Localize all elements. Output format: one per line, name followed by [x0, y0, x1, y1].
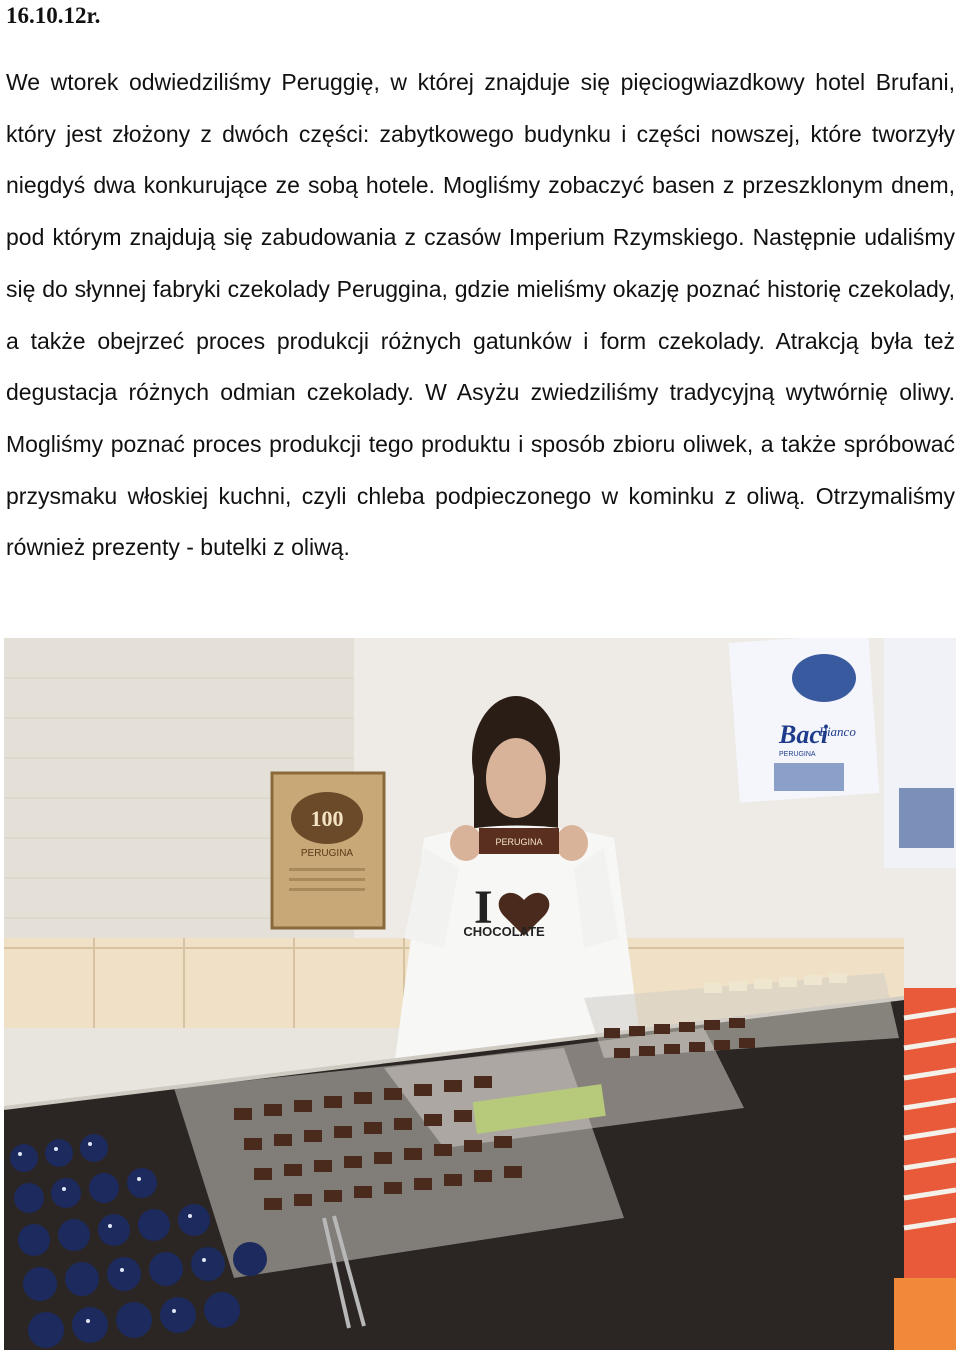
svg-text:I: I: [474, 881, 493, 934]
perugina-plaque: [272, 773, 384, 928]
svg-text:100: 100: [310, 806, 344, 831]
trip-description-paragraph: We wtorek odwiedziliśmy Peruggię, w której znajduje się pięciogwiazdkowy hotel Brufani, który jest złożony z dwóch części: zabytkowego budynku i części nowszej, które tworzyły niegdyś dwa konkurujące ze sobą hotele. Mogliśmy zobaczyć basen z przeszklonym dnem, pod którym znajdują się zabudowania z czasów Imperium Rzymskiego. Następnie udaliśmy się do słynnej fabryki czekolady Peruggina, gdzie mieliśmy okazję poznać historię czekolady, a także obejrzeć proces produkcji różnych gatunków i form czekolady. Atrakcją była też degustacja różnych odmian czekolady. W Asyżu zwiedziliśmy tradycyjną wytwórnię oliwy. Mogliśmy poznać proces produkcji tego produktu i sposób zbioru oliwek, a także spróbować przysmaku włoskiej kuchni, czyli chleba podpieczonego w kominku z oliwą. Otrzymaliśmy również prezenty - butelki z oliwą.: [6, 69, 955, 561]
document-date: 16.10.12r.: [6, 3, 101, 28]
chocolate-factory-photo: [4, 638, 956, 1350]
svg-text:PERUGINA: PERUGINA: [300, 848, 354, 859]
svg-text:PERUGINA: PERUGINA: [495, 837, 543, 847]
svg-text:PERUGINA: PERUGINA: [779, 751, 816, 758]
svg-text:Baci: Baci: [779, 720, 829, 749]
svg-text:CHOCOLATE: CHOCOLATE: [463, 924, 545, 939]
svg-text:Bianco: Bianco: [819, 724, 856, 739]
